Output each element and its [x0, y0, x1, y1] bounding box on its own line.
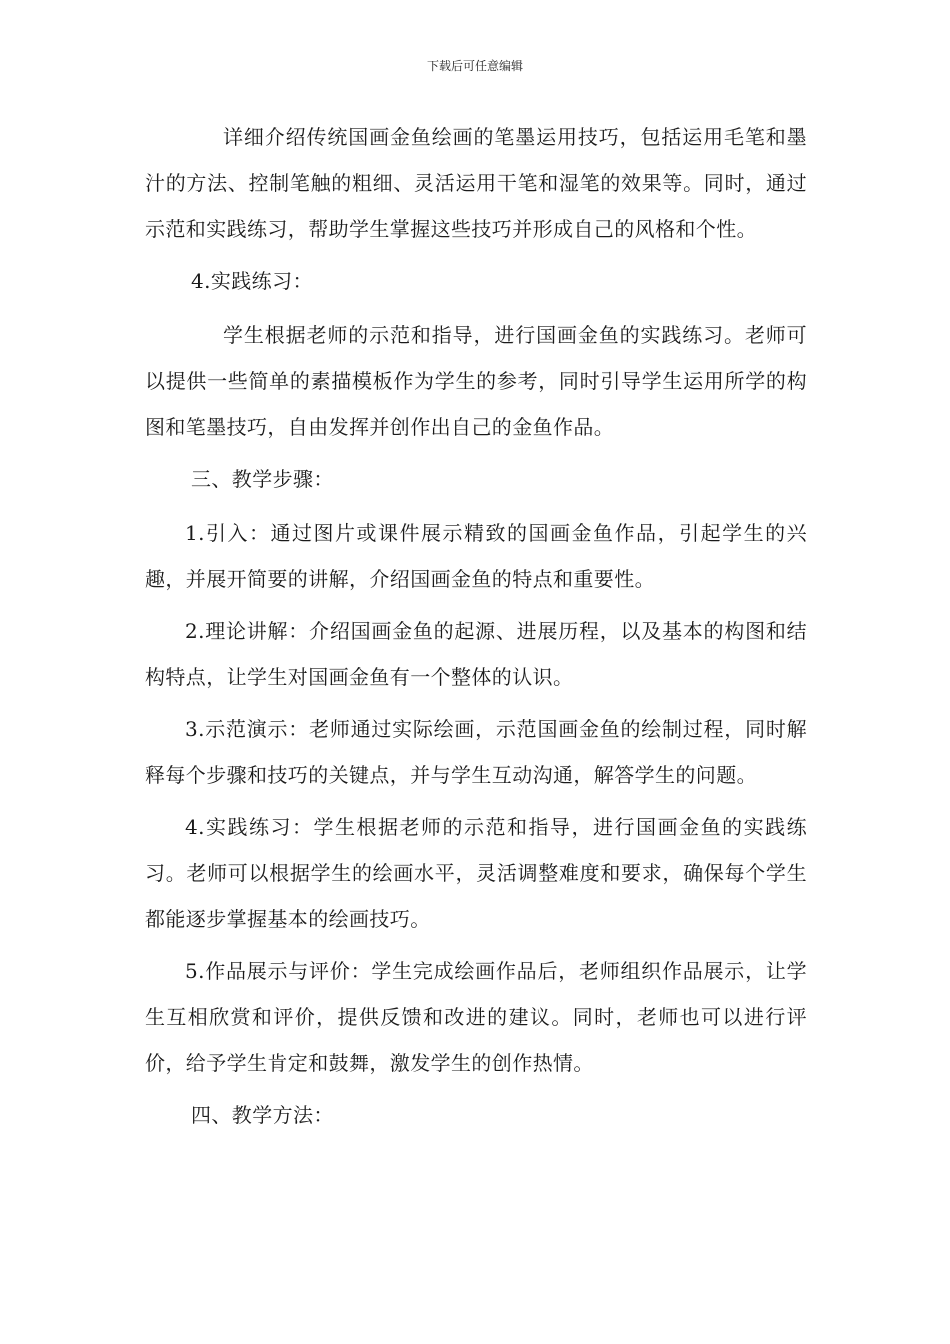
step-item: 2.理论讲解：介绍国画金鱼的起源、进展历程，以及基本的构图和结构特点，让学生对国画金鱼有一个整体的认识。 — [145, 619, 807, 689]
step-item: 4.实践练习：学生根据老师的示范和指导，进行国画金鱼的实践练习。老师可以根据学生的绘画水平，灵活调整难度和要求，确保每个学生都能逐步掌握基本的绘画技巧。 — [145, 815, 807, 931]
paragraph-brush-technique: 详细介绍传统国画金鱼绘画的笔墨运用技巧，包括运用毛笔和墨汁的方法、控制笔触的粗细、灵活运用干笔和湿笔的效果等。同时，通过示范和实践练习，帮助学生掌握这些技巧并形成自己的风格和个性。 — [145, 125, 807, 241]
heading-practice: 4.实践练习： — [191, 269, 313, 293]
page-header-note: 下载后可任意编辑 — [426, 59, 523, 73]
step-item: 3.示范演示：老师通过实际绘画，示范国画金鱼的绘制过程，同时解释每个步骤和技巧的关键点，并与学生互动沟通，解答学生的问题。 — [145, 717, 807, 787]
paragraph-practice: 学生根据老师的示范和指导，进行国画金鱼的实践练习。老师可以提供一些简单的素描模板作为学生的参考，同时引导学生运用所学的构图和笔墨技巧，自由发挥并创作出自己的金鱼作品。 — [145, 323, 807, 439]
heading-teaching-methods: 四、教学方法： — [191, 1103, 334, 1127]
heading-teaching-steps: 三、教学步骤： — [191, 467, 334, 491]
document-body — [145, 114, 807, 1146]
step-item: 5.作品展示与评价：学生完成绘画作品后，老师组织作品展示，让学生互相欣赏和评价，提供反馈和改进的建议。同时，老师也可以进行评价，给予学生肯定和鼓舞，激发学生的创作热情。 — [145, 959, 807, 1075]
step-item: 1.引入：通过图片或课件展示精致的国画金鱼作品，引起学生的兴趣，并展开简要的讲解，介绍国画金鱼的特点和重要性。 — [145, 521, 807, 591]
